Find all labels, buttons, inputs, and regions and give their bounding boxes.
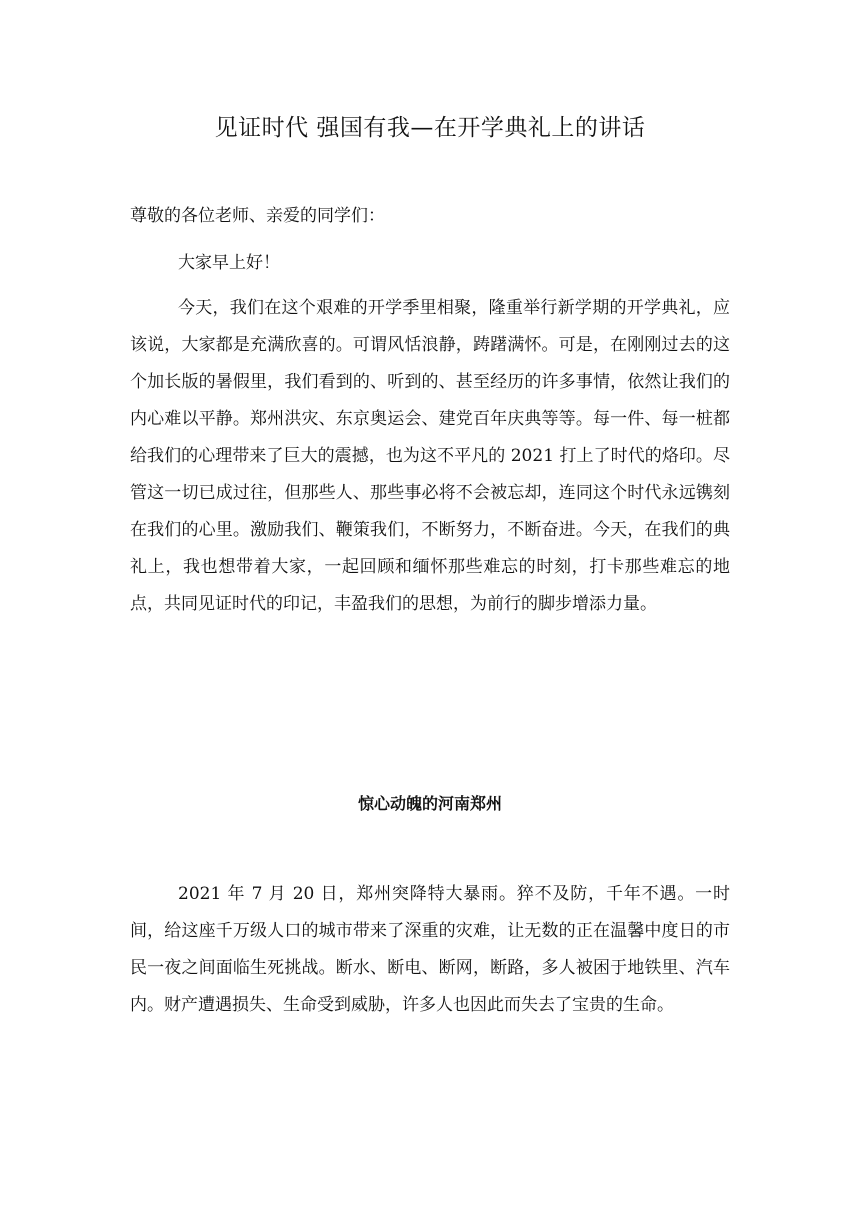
paragraph-intro: 今天，我们在这个艰难的开学季里相聚，隆重举行新学期的开学典礼，应该说，大家都是充满欣喜的。可谓风恬浪静，踌躇满怀。可是，在刚刚过去的这个加长版的暑假里，我们看到的、听到的、甚至经历的许多事情，依然让我们的内心难以平静。郑州洪灾、东京奥运会、建党百年庆典等等。每一件、每一桩都给我们的心理带来了巨大的震撼，也为这不平凡的 2021 打上了时代的烙印。尽管这一切已成过往，但那些人、那些事必将不会被忘却，连同这个时代永远镌刻在我们的心里。激励我们、鞭策我们，不断努力，不断奋进。今天，在我们的典礼上，我也想带着大家，一起回顾和缅怀那些难忘的时刻，打卡那些难忘的地点，共同见证时代的印记，丰盈我们的思想，为前行的脚步增添力量。 — [130, 298, 730, 614]
greeting: 大家早上好！ — [178, 253, 280, 273]
section-heading: 惊心动魄的河南郑州 — [357, 794, 502, 813]
paragraph-zhengzhou: 2021 年 7 月 20 日，郑州突降特大暴雨。猝不及防，千年不遇。一时间，给这座千万级人口的城市带来了深重的灾难，让无数的正在温馨中度日的市民一夜之间面临生死挑战。断水、断电、断网，断路，多人被困于地铁里、汽车内。财产遭遇损失、生命受到威胁，许多人也因此而失去了宝贵的生命。 — [130, 884, 730, 1015]
salutation: 尊敬的各位老师、亲爱的同学们： — [130, 206, 385, 226]
document-title: 见证时代 强国有我—在开学典礼上的讲话 — [214, 115, 646, 141]
